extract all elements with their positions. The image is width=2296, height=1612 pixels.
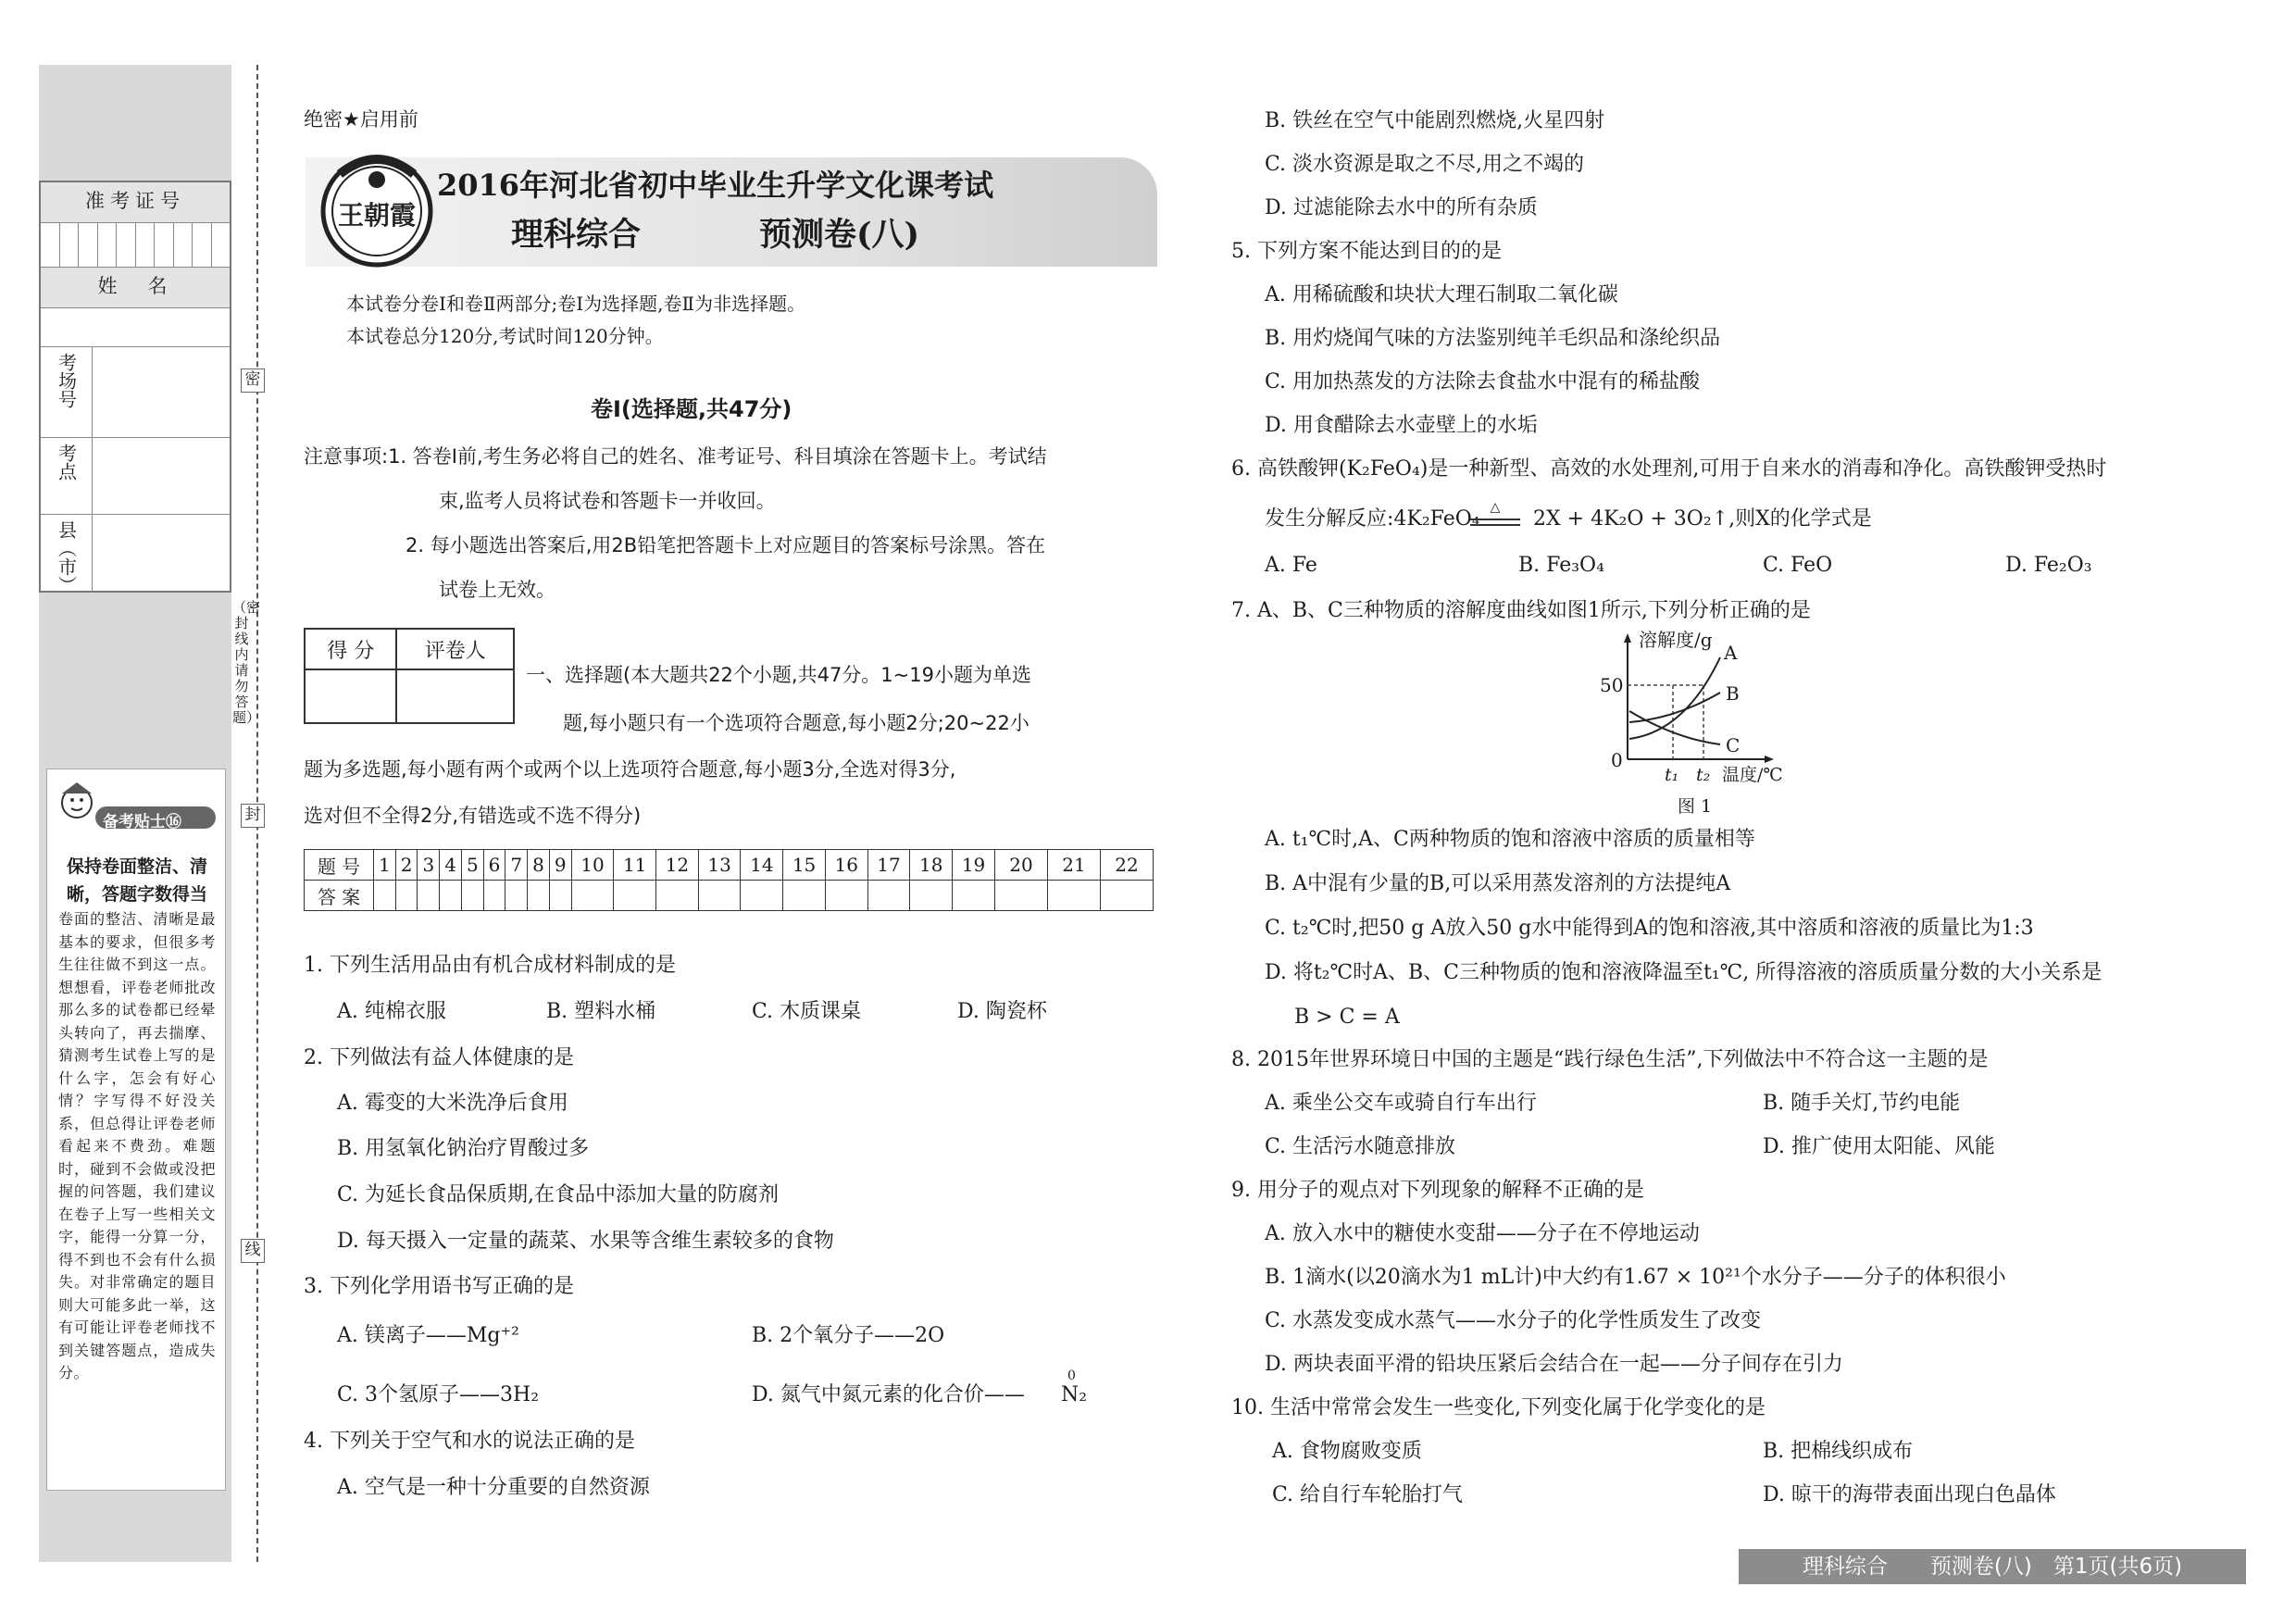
- exam-id-label: 准考证号: [41, 182, 230, 223]
- q7-option-d-line-1: D. 将t₂℃时A、B、C三种物质的饱和溶液降温至t₁℃, 所得溶液的溶质质量分数的大小关系是: [1265, 961, 2103, 984]
- answer-cell[interactable]: [374, 881, 396, 911]
- question-number-cell: 21: [1048, 850, 1101, 881]
- q1-option-c: C. 木质课桌: [752, 1000, 862, 1023]
- grader-label: 评卷人: [396, 629, 514, 669]
- reaction-equals-sign: [1470, 519, 1520, 526]
- candidate-info-box: [39, 181, 231, 593]
- heat-delta-icon: △: [1490, 500, 1501, 515]
- question-number-cell: 3: [418, 850, 440, 881]
- question-number-cell: 2: [395, 850, 418, 881]
- brand-seal-logo: [319, 148, 435, 269]
- question-number-cell: 11: [614, 850, 656, 881]
- fig-label-b: B: [1726, 682, 1740, 705]
- volume-title: 预测卷(八): [759, 216, 920, 254]
- q8-option-d: D. 推广使用太阳能、风能: [1763, 1135, 1995, 1158]
- q9-option-c: C. 水蒸发变成水蒸气——水分子的化学性质发生了改变: [1265, 1309, 1762, 1332]
- confidential-mark: 绝密★启用前: [304, 108, 418, 131]
- question-number-cell: 16: [825, 850, 867, 881]
- fig-x-label: 温度/℃: [1722, 765, 1783, 785]
- question-number-cell: 1: [374, 850, 396, 881]
- table-answer-label: 答 案: [305, 881, 374, 911]
- question-number-cell: 22: [1101, 850, 1154, 881]
- notice-1b: 束,监考人员将试卷和答题卡一并收回。: [439, 490, 776, 512]
- question-2: 2. 下列做法有益人体健康的是: [304, 1046, 574, 1069]
- answer-cell[interactable]: [783, 881, 826, 911]
- fig-y-50: 50: [1600, 674, 1624, 696]
- q6-option-a: A. Fe: [1265, 554, 1317, 577]
- fig-label-c: C: [1726, 734, 1741, 756]
- curve-a: [1629, 657, 1720, 739]
- answer-cell[interactable]: [440, 881, 462, 911]
- page-footer: 理科综合 预测卷(八) 第1页(共6页): [1739, 1549, 2246, 1584]
- seal-mark-xian: 线: [241, 1239, 265, 1263]
- answer-cell[interactable]: [483, 881, 505, 911]
- q8-option-a: A. 乘坐公交车或骑自行车出行: [1265, 1092, 1537, 1115]
- q4-option-c: C. 淡水资源是取之不尽,用之不竭的: [1265, 153, 1585, 176]
- question-number-cell: 8: [528, 850, 550, 881]
- exam-title: 2016年河北省初中毕业生升学文化课考试: [437, 168, 994, 203]
- answer-cell[interactable]: [395, 881, 418, 911]
- question-number-cell: 4: [440, 850, 462, 881]
- answer-cell[interactable]: [505, 881, 528, 911]
- question-8: 8. 2015年世界环境日中国的主题是“践行绿色生活”,下列做法中不符合这一主题的是: [1231, 1048, 1989, 1071]
- exam-room-label: 考场号: [41, 347, 93, 437]
- exam-tip-box: [46, 769, 226, 1491]
- part1-line-b: 题,每小题只有一个选项符合题意,每小题2分;20~22小: [563, 712, 1029, 734]
- question-number-cell: 10: [571, 850, 614, 881]
- answer-cell[interactable]: [1101, 881, 1154, 911]
- part1-line-a: 一、选择题(本大题共22个小题,共47分。1~19小题为单选: [526, 664, 1031, 686]
- q2-option-d: D. 每天摄入一定量的蔬菜、水果等含维生素较多的食物: [337, 1230, 834, 1253]
- q6-option-d: D. Fe₂O₃: [2005, 554, 2092, 577]
- q3-option-d: D. 氮气中氮元素的化合价——: [752, 1383, 1025, 1406]
- exam-id-grid[interactable]: [41, 223, 230, 268]
- county-field[interactable]: [41, 515, 230, 593]
- svg-text:王朝霞: 王朝霞: [337, 200, 417, 231]
- q9-option-a: A. 放入水中的糖使水变甜——分子在不停地运动: [1265, 1222, 1700, 1245]
- q6-option-c: C. FeO: [1763, 554, 1833, 577]
- answer-cell[interactable]: [571, 881, 614, 911]
- q7-option-a: A. t₁℃时,A、C两种物质的饱和溶液中溶质的质量相等: [1265, 828, 1755, 851]
- county-label: 县（市）: [41, 515, 93, 593]
- q2-option-c: C. 为延长食品保质期,在食品中添加大量的防腐剂: [337, 1183, 780, 1206]
- seal-mark-mi: 密: [241, 369, 265, 393]
- score-box: [304, 628, 515, 724]
- grader-field[interactable]: [396, 669, 514, 723]
- fig-label-a: A: [1724, 642, 1738, 664]
- q2-option-b: B. 用氢氧化钠治疗胃酸过多: [337, 1137, 590, 1160]
- tip-title: 备考贴士⑯: [103, 813, 181, 831]
- question-number-cell: 15: [783, 850, 826, 881]
- fig-t2: t₂: [1696, 765, 1711, 785]
- q7-option-c: C. t₂℃时,把50 g A放入50 g水中能得到A的饱和溶液,其中溶质和溶液的质量比为1:3: [1265, 917, 2034, 940]
- answer-cell[interactable]: [995, 881, 1048, 911]
- answer-cell[interactable]: [867, 881, 910, 911]
- answer-cell[interactable]: [461, 881, 483, 911]
- exam-site-field[interactable]: [41, 438, 230, 515]
- answer-cell[interactable]: [656, 881, 699, 911]
- answer-cell[interactable]: [549, 881, 571, 911]
- q1-option-d: D. 陶瓷杯: [957, 1000, 1047, 1023]
- section-title: 卷Ⅰ(选择题,共47分): [591, 396, 792, 422]
- question-5: 5. 下列方案不能达到目的的是: [1231, 240, 1502, 263]
- q1-option-b: B. 塑料水桶: [546, 1000, 656, 1023]
- notice-2a: 2. 每小题选出答案后,用2B铅笔把答题卡上对应题目的答案标号涂黑。答在: [406, 534, 1046, 556]
- name-field[interactable]: [41, 308, 230, 347]
- q10-option-d: D. 晾干的海带表面出现白色晶体: [1763, 1483, 2056, 1506]
- question-number-cell: 20: [995, 850, 1048, 881]
- q7-option-b: B. A中混有少量的B,可以采用蒸发溶剂的方法提纯A: [1265, 872, 1731, 895]
- q9-option-b: B. 1滴水(以20滴水为1 mL计)中大约有1.67 × 10²¹个水分子——分子的体积很小: [1265, 1266, 2006, 1289]
- answer-cell[interactable]: [614, 881, 656, 911]
- question-number-cell: 17: [867, 850, 910, 881]
- answer-cell[interactable]: [418, 881, 440, 911]
- question-1: 1. 下列生活用品由有机合成材料制成的是: [304, 954, 676, 977]
- q4-option-b: B. 铁丝在空气中能剧烈燃烧,火星四射: [1265, 109, 1605, 132]
- answer-cell[interactable]: [825, 881, 867, 911]
- question-6-line-2a: 发生分解反应:4K₂FeO₄: [1265, 507, 1480, 531]
- intro-line-2: 本试卷总分120分,考试时间120分钟。: [346, 325, 664, 347]
- question-number-cell: 12: [656, 850, 699, 881]
- q6-option-b: B. Fe₃O₄: [1518, 554, 1604, 577]
- name-label: 姓 名: [41, 268, 230, 308]
- q3-option-c: C. 3个氢原子——3H₂: [337, 1383, 540, 1406]
- question-number-cell: 14: [741, 850, 783, 881]
- question-number-cell: 9: [549, 850, 571, 881]
- curve-c: [1629, 711, 1720, 744]
- answer-cell[interactable]: [1048, 881, 1101, 911]
- question-6-line-1: 6. 高铁酸钾(K₂FeO₄)是一种新型、高效的水处理剂,可用于自来水的消毒和净化。高铁酸钾受热时: [1231, 457, 2107, 481]
- q7-option-d-line-2: B > C = A: [1294, 1006, 1400, 1029]
- fig-y-label: 溶解度/g: [1639, 629, 1713, 651]
- subject-title: 理科综合: [511, 216, 642, 254]
- table-question-label: 题 号: [305, 850, 374, 881]
- notice-1a: 注意事项:1. 答卷Ⅰ前,考生务必将自己的姓名、准考证号、科目填涂在答题卡上。考试结: [304, 445, 1047, 468]
- q3-option-a: A. 镁离子——Mg⁺²: [337, 1324, 519, 1347]
- q10-option-b: B. 把棉线织成布: [1763, 1440, 1914, 1463]
- tip-heading: 保持卷面整洁、清晰，答题字数得当: [66, 856, 207, 905]
- question-10: 10. 生活中常常会发生一些变化,下列变化属于化学变化的是: [1231, 1396, 1766, 1419]
- question-7: 7. A、B、C三种物质的溶解度曲线如图1所示,下列分析正确的是: [1231, 599, 1811, 622]
- q9-option-d: D. 两块表面平滑的铅块压紧后会结合在一起——分子间存在引力: [1265, 1353, 1843, 1376]
- question-4: 4. 下列关于空气和水的说法正确的是: [304, 1430, 635, 1453]
- question-number-cell: 19: [953, 850, 995, 881]
- q8-option-c: C. 生活污水随意排放: [1265, 1135, 1456, 1158]
- answer-cell[interactable]: [741, 881, 783, 911]
- seal-mark-feng: 封: [241, 804, 265, 828]
- q4-option-d: D. 过滤能除去水中的所有杂质: [1265, 196, 1538, 219]
- answer-cell[interactable]: [910, 881, 953, 911]
- question-9: 9. 用分子的观点对下列现象的解释不正确的是: [1231, 1179, 1644, 1202]
- question-number-cell: 6: [483, 850, 505, 881]
- q1-option-a: A. 纯棉衣服: [337, 1000, 446, 1023]
- seal-note: （密封线内请勿答题）: [232, 599, 261, 726]
- question-3: 3. 下列化学用语书写正确的是: [304, 1275, 574, 1298]
- q5-option-b: B. 用灼烧闻气味的方法鉴别纯羊毛织品和涤纶织品: [1265, 327, 1721, 350]
- question-number-cell: 5: [461, 850, 483, 881]
- question-number-cell: 18: [910, 850, 953, 881]
- answer-cell[interactable]: [953, 881, 995, 911]
- intro-line-1: 本试卷分卷Ⅰ和卷Ⅱ两部分;卷Ⅰ为选择题,卷Ⅱ为非选择题。: [346, 293, 806, 315]
- answer-cell[interactable]: [528, 881, 550, 911]
- answer-cell[interactable]: [698, 881, 741, 911]
- q3-option-b: B. 2个氧分子——2O: [752, 1324, 945, 1347]
- score-field[interactable]: [305, 669, 396, 723]
- q10-option-a: A. 食物腐败变质: [1272, 1440, 1422, 1463]
- question-number-cell: 13: [698, 850, 741, 881]
- q5-option-d: D. 用食醋除去水壶壁上的水垢: [1265, 414, 1538, 437]
- question-number-cell: 7: [505, 850, 528, 881]
- part1-line-d: 选对但不全得2分,有错选或不选不得分): [304, 805, 642, 827]
- q2-option-a: A. 霉变的大米洗净后食用: [337, 1092, 568, 1115]
- question-6-line-2b: 2X + 4K₂O + 3O₂↑,则X的化学式是: [1533, 507, 1872, 531]
- answer-table: [304, 849, 1154, 911]
- score-label: 得 分: [305, 629, 396, 669]
- fig-caption: 图 1: [1678, 796, 1713, 817]
- fig-t1: t₁: [1665, 765, 1679, 785]
- notice-2b: 试卷上无效。: [439, 579, 555, 601]
- tip-body: 卷面的整洁、清晰是最基本的要求，但很多考生往往做不到这一点。想想看，评卷老师批改那么多的试卷都已经晕头转向了，再去揣摩、猜测考生试卷上写的是什么字，怎会有好心情？字写得不好没关系，但总得让评卷老师看起来不费劲。难题时，碰到不会做或没把握的问答题，我们建议在卷子上写一些相关文字，能得一分算一分，得不到也不会有什么损失。对非常确定的题目则大可能多此一举，这有可能让评卷老师找不到关键答题点，造成失分。: [58, 910, 216, 1381]
- q4-option-a: A. 空气是一种十分重要的自然资源: [337, 1476, 650, 1499]
- exam-site-label: 考点: [41, 438, 93, 514]
- q5-option-c: C. 用加热蒸发的方法除去食盐水中混有的稀盐酸: [1265, 370, 1701, 394]
- q5-option-a: A. 用稀硫酸和块状大理石制取二氧化碳: [1265, 283, 1618, 306]
- part1-line-c: 题为多选题,每小题有两个或两个以上选项符合题意,每小题3分,全选对得3分,: [304, 758, 956, 781]
- q3-formula: N₂: [1061, 1383, 1088, 1406]
- q3-valence-mark: 0: [1067, 1368, 1076, 1383]
- q10-option-c: C. 给自行车轮胎打气: [1272, 1483, 1464, 1506]
- fig-origin: 0: [1611, 749, 1623, 771]
- exam-room-field[interactable]: [41, 347, 230, 438]
- q8-option-b: B. 随手关灯,节约电能: [1763, 1092, 1961, 1115]
